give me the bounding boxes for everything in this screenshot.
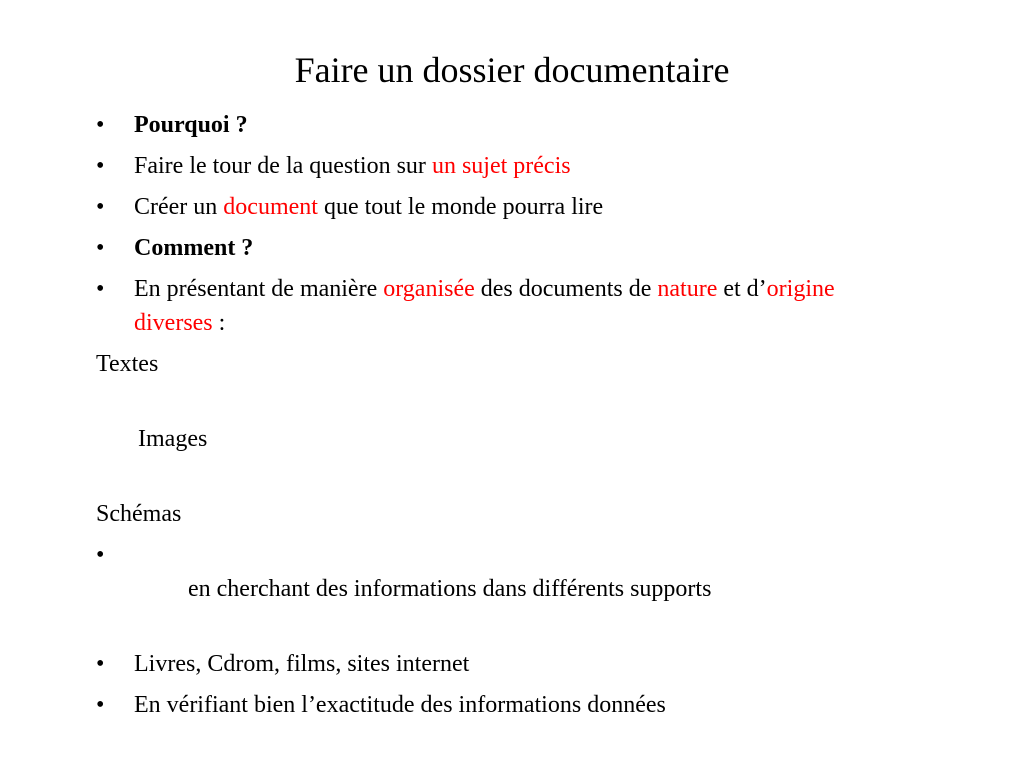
bullet-icon: • <box>96 194 105 220</box>
item-highlight: organisée <box>383 276 475 302</box>
item-text: Textes <box>96 351 159 377</box>
item-text: Comment ? <box>134 235 254 261</box>
item-text: des documents de <box>474 276 658 302</box>
plain-line-images <box>96 388 876 490</box>
item-text: En vérifiant bien l’exactitude des informations données <box>134 692 666 718</box>
bullet-icon: • <box>96 542 105 568</box>
item-text: Images <box>132 426 208 452</box>
item-text: Faire le tour de la question sur <box>134 153 432 179</box>
item-highlight: origine diverses <box>134 276 835 336</box>
plain-line-schemas <box>96 497 876 531</box>
item-text: Pourquoi ? <box>134 112 248 138</box>
item-text: en cherchant des informations dans différents supports <box>182 576 712 602</box>
item-text: Schémas <box>96 501 182 527</box>
list-item-creer-document <box>96 190 876 224</box>
list-item-pourquoi <box>96 108 876 142</box>
item-text: Créer un <box>134 194 224 220</box>
item-text: que tout le monde pourra lire <box>317 194 604 220</box>
list-item-verifiant <box>96 688 876 722</box>
bullet-icon: • <box>96 692 105 718</box>
item-text: : <box>212 310 226 336</box>
list-item-faire-le-tour <box>96 149 876 183</box>
bullet-icon: • <box>96 276 105 302</box>
item-highlight: document <box>223 194 318 220</box>
item-highlight: nature <box>657 276 718 302</box>
slide-content <box>96 108 876 729</box>
item-text: Livres, Cdrom, films, sites internet <box>134 651 470 677</box>
list-item-cherchant <box>96 538 876 640</box>
item-text: En présentant de manière <box>134 276 384 302</box>
list-item-presentant <box>96 272 876 340</box>
bullet-icon: • <box>96 112 105 138</box>
bullet-icon: • <box>96 651 105 677</box>
plain-line-textes <box>96 347 876 381</box>
bullet-icon: • <box>96 153 105 179</box>
list-item-comment <box>96 231 876 265</box>
item-highlight: un sujet précis <box>431 153 571 179</box>
slide-title: Faire un dossier documentaire <box>294 50 730 90</box>
bullet-icon: • <box>96 235 105 261</box>
item-text: et d’ <box>717 276 767 302</box>
list-item-supports <box>96 647 876 681</box>
